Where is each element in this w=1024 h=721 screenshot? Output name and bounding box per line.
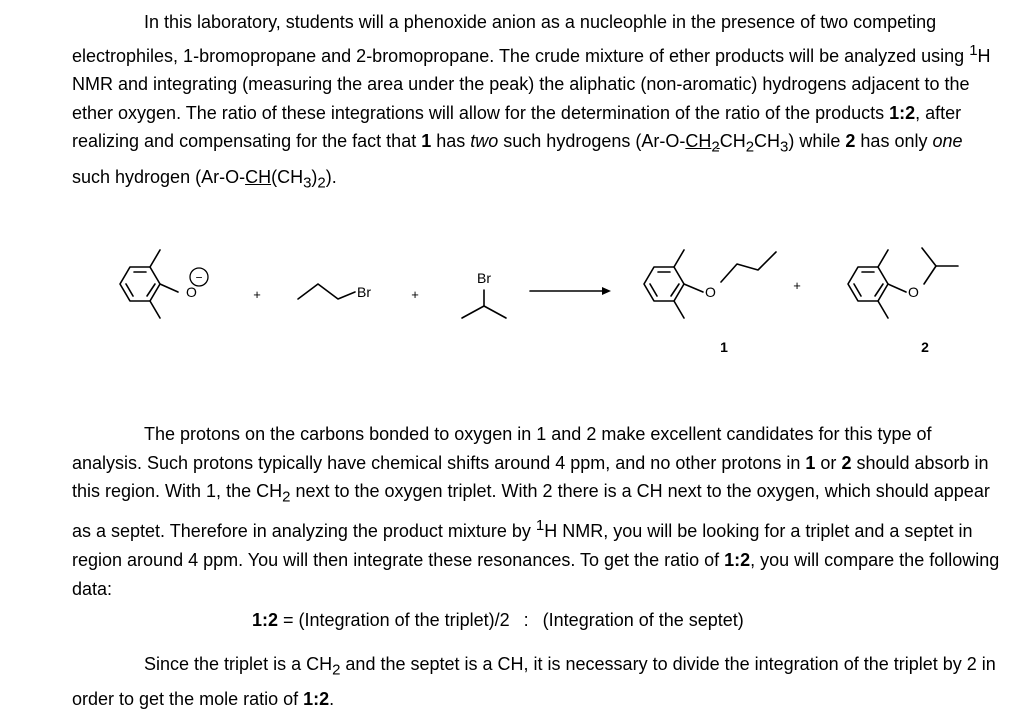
product-2-ref: 2 bbox=[845, 131, 856, 152]
intro-text: (CH bbox=[271, 166, 304, 187]
closing-text: and the septet is a CH, it is necessary to divide the integration of the triplet by 2 in order to get the mole ratio of bbox=[72, 654, 996, 710]
equation-lhs: 1:2 bbox=[252, 610, 279, 630]
subscript: 2 bbox=[745, 138, 755, 156]
emphasis-one: one bbox=[932, 131, 963, 152]
subscript: 2 bbox=[282, 488, 291, 506]
intro-text: ) bbox=[311, 166, 318, 187]
equation-triplet-term: = (Integration of the triplet)/2 bbox=[278, 610, 510, 630]
body-text: H NMR, you will be looking for a triplet and a septet in region around 4 ppm. You will then integrate these resonances. To get the ratio of bbox=[72, 521, 973, 570]
intro-text: ) while bbox=[788, 131, 846, 152]
plus-sign: + bbox=[253, 287, 261, 302]
emphasis-two: two bbox=[470, 131, 499, 152]
1-bromopropane-structure bbox=[298, 284, 355, 299]
subscript: 2 bbox=[332, 661, 341, 679]
ratio-bold: 1:2 bbox=[724, 549, 751, 570]
intro-text: such hydrogens (Ar-O- bbox=[498, 131, 686, 152]
body-text: The protons on the carbons bonded to oxygen in 1 and 2 make excellent candidates for this type of analysis. Such protons typically have chemical shifts around 4 ppm, and no other protons in bbox=[72, 424, 932, 473]
superscript: 1 bbox=[969, 41, 978, 59]
product-2-ref: 2 bbox=[841, 452, 852, 473]
product-1-ref: 1 bbox=[805, 452, 816, 473]
arrow-head bbox=[602, 287, 611, 295]
ether-oxygen: O bbox=[705, 284, 716, 300]
superscript: 1 bbox=[535, 517, 545, 535]
subscript: 2 bbox=[711, 138, 720, 156]
closing-text: . bbox=[329, 689, 335, 710]
equation-septet-term: (Integration of the septet) bbox=[542, 610, 744, 630]
plus-sign: + bbox=[411, 287, 419, 302]
body-text: should absorb in this region. With 1, the CH bbox=[72, 452, 989, 502]
intro-text: ). bbox=[325, 166, 337, 187]
negative-charge: − bbox=[195, 270, 203, 285]
product-2-structure bbox=[848, 248, 958, 318]
intro-text: CH bbox=[754, 131, 781, 152]
closing-text: Since the triplet is a CH bbox=[144, 654, 333, 674]
underlined-ch: CH bbox=[685, 131, 712, 152]
subscript: 3 bbox=[780, 138, 789, 156]
equation-colon: : bbox=[523, 610, 529, 630]
ratio-bold: 1:2 bbox=[303, 689, 330, 710]
subscript: 2 bbox=[317, 174, 326, 192]
product-2-label: 2 bbox=[921, 339, 929, 355]
intro-text: , after realizing and compensating for the fact that bbox=[72, 102, 962, 152]
product-1-label: 1 bbox=[720, 339, 728, 355]
ratio-bold: 1:2 bbox=[889, 102, 916, 123]
bromine-label: Br bbox=[477, 270, 491, 286]
body-text: or bbox=[815, 452, 842, 473]
body-text: next to the oxygen triplet. With 2 there is a CH next to the oxygen, which should appear as a septet. Therefore in analyzing the product mixture by bbox=[72, 481, 990, 542]
ether-oxygen: O bbox=[908, 284, 919, 300]
ratio-equation bbox=[252, 606, 744, 634]
bromine-label: Br bbox=[357, 284, 371, 300]
intro-text: CH bbox=[719, 131, 746, 152]
subscript: 3 bbox=[303, 174, 312, 192]
closing-paragraph bbox=[72, 650, 1002, 714]
intro-text: H NMR and integrating (measuring the area under the peak) the aliphatic (non-aromatic) hydrogens adjacent to the ether oxygen. The ratio of these integrations will allow for the determination of the ratio of the products bbox=[72, 45, 991, 123]
intro-text: such hydrogen (Ar-O- bbox=[72, 166, 246, 187]
intro-text: In this laboratory, students will a phenoxide anion as a nucleophle in the presence of two competing electrophiles, 1-bromopropane and 2-bromopropane. The crude mixture of ether products will be analyzed using bbox=[72, 12, 970, 66]
intro-text: has bbox=[431, 131, 471, 152]
product-1-ref: 1 bbox=[421, 131, 432, 152]
body-text: , you will compare the following data: bbox=[72, 549, 1000, 599]
plus-sign: + bbox=[793, 278, 801, 293]
underlined-ch: CH bbox=[245, 166, 272, 187]
2-bromopropane-structure bbox=[462, 290, 506, 318]
intro-text: has only bbox=[855, 131, 933, 152]
phenoxide-oxygen: O bbox=[186, 284, 197, 300]
analysis-paragraph bbox=[72, 420, 1002, 603]
